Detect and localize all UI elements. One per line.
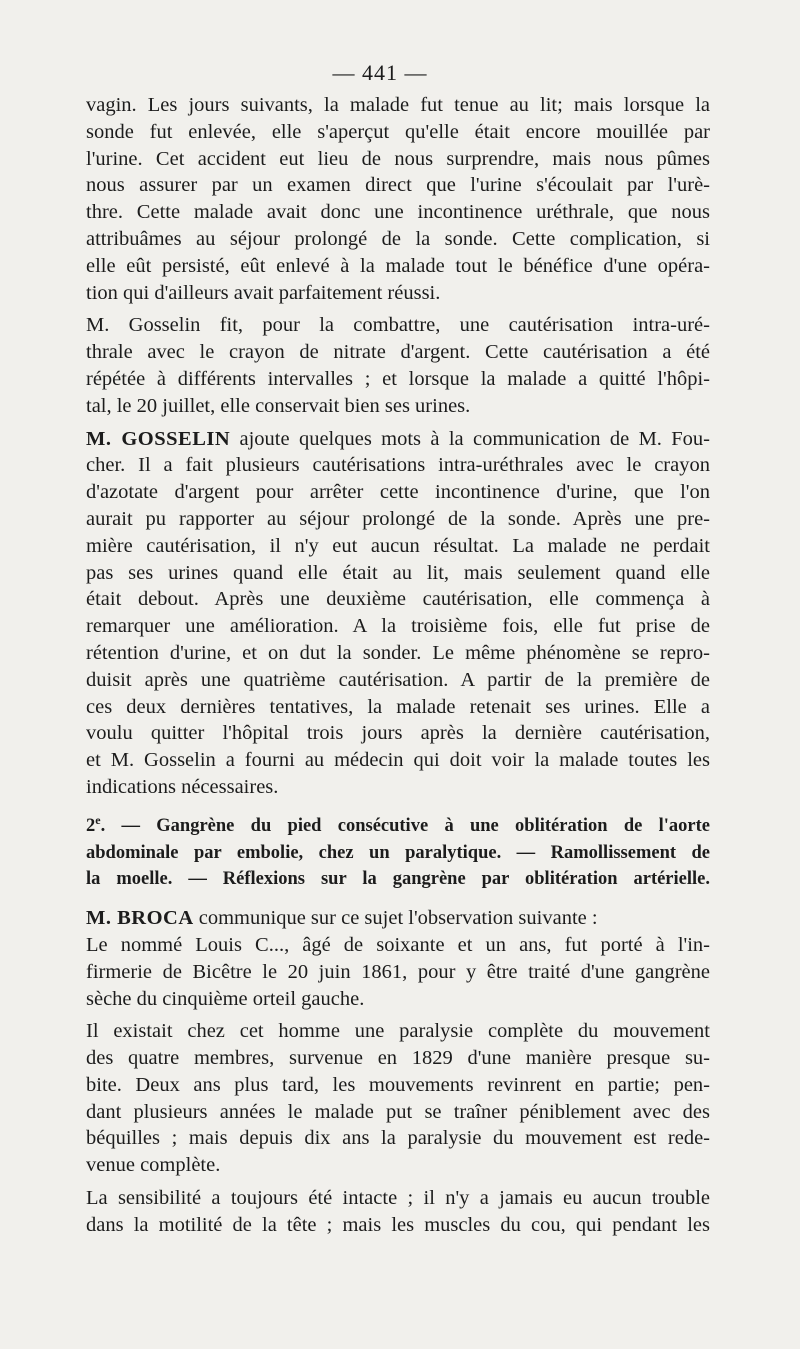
text-line: remarquer une amélioration. A la troisième fois, elle fut prise de xyxy=(86,615,710,638)
section-heading xyxy=(86,813,710,893)
text-line: La sensibilité a toujours été intacte ; il n'y a jamais eu aucun trouble xyxy=(86,1187,710,1210)
text-line: thre. Cette malade avait donc une incontinence uréthrale, que nous xyxy=(86,201,710,224)
text-line: firmerie de Bicêtre le 20 juin 1861, pour y être traité d'une gangrène xyxy=(86,960,710,983)
heading-line: abdominale par embolie, chez un paralytique. — Ramollissement de xyxy=(86,842,710,863)
paragraph-3 xyxy=(86,426,710,801)
text-line xyxy=(86,905,710,932)
text-line: dant plusieurs années le malade put se traîner péniblement avec des xyxy=(86,1100,710,1123)
speaker-name: M. BROCA xyxy=(86,907,194,930)
text-line: pas ses urines quand elle était au lit, mais seulement quand elle xyxy=(86,561,710,584)
text-line: thrale avec le crayon de nitrate d'argent. Cette cautérisation a été xyxy=(86,341,710,364)
text-line: tal, le 20 juillet, elle conservait bien ses urines. xyxy=(86,394,471,417)
body-text xyxy=(86,92,710,1239)
paragraph-1 xyxy=(86,92,710,306)
text-line: répétée à différents intervalles ; et lorsque la malade a quitté l'hôpi- xyxy=(86,367,710,390)
text-line: elle eût persisté, eût enlevé à la malade tout le bénéfice d'une opéra- xyxy=(86,254,710,277)
text-line: indications nécessaires. xyxy=(86,775,279,798)
text-line: l'urine. Cet accident eut lieu de nous surprendre, mais nous pûmes xyxy=(86,147,710,170)
text-line: nous assurer par un examen direct que l'urine s'écoulait par l'urè- xyxy=(86,174,710,197)
text-line: aurait pu rapporter au séjour prolongé de la sonde. Après une pre- xyxy=(86,507,710,530)
speaker-name: M. GOSSELIN xyxy=(86,427,231,450)
text-line: Il existait chez cet homme une paralysie complète du mouvement xyxy=(86,1020,710,1043)
text-line: sèche du cinquième orteil gauche. xyxy=(86,987,365,1010)
text-line: Le nommé Louis C..., âgé de soixante et un ans, fut porté à l'in- xyxy=(86,933,710,956)
text-line: voulu quitter l'hôpital trois jours après la dernière cautérisation, xyxy=(86,722,710,745)
paragraph-7 xyxy=(86,1185,710,1239)
text-line: cher. Il a fait plusieurs cautérisations intra-uréthrales avec le crayon xyxy=(86,454,710,477)
text-line: et M. Gosselin a fourni au médecin qui doit voir la malade toutes les xyxy=(86,749,710,772)
text-line: duisit après une quatrième cautérisation. A partir de la première de xyxy=(86,668,710,691)
text-line: mière cautérisation, il n'y eut aucun résultat. La malade ne perdait xyxy=(86,534,710,557)
text-line: des quatre membres, survenue en 1829 d'une manière presque su- xyxy=(86,1047,710,1070)
heading-text: . — Gangrène du pied consécutive à une oblitération de l'aorte xyxy=(100,815,710,836)
text-line: venue complète. xyxy=(86,1154,221,1177)
heading-line xyxy=(86,813,710,840)
line-text: ajoute quelques mots à la communication de M. Fou- xyxy=(230,427,710,450)
text-line: attribuâmes au séjour prolongé de la sonde. Cette complication, si xyxy=(86,227,710,250)
text-line: vagin. Les jours suivants, la malade fut tenue au lit; mais lorsque la xyxy=(86,94,710,116)
paragraph-5 xyxy=(86,932,710,1012)
text-line: tion qui d'ailleurs avait parfaitement réussi. xyxy=(86,281,441,304)
text-line: M. Gosselin fit, pour la combattre, une cautérisation intra-uré- xyxy=(86,314,710,337)
text-line xyxy=(86,426,710,453)
text-line: béquilles ; mais depuis dix ans la paralysie du mouvement est rede- xyxy=(86,1127,710,1150)
section-number-suffix: e xyxy=(95,812,101,827)
paragraph-6 xyxy=(86,1018,710,1179)
paragraph-2 xyxy=(86,312,710,419)
text-line: sonde fut enlevée, elle s'aperçut qu'elle était encore mouillée par xyxy=(86,120,710,143)
text-line: ces deux dernières tentatives, la malade retenait ses urines. Elle a xyxy=(86,695,710,718)
text-line: bite. Deux ans plus tard, les mouvements revinrent en partie; pen- xyxy=(86,1073,710,1096)
line-text: communique sur ce sujet l'observation suivante : xyxy=(193,907,598,930)
text-line: était debout. Après une deuxième cautérisation, elle commença à xyxy=(86,588,710,611)
text-line: rétention d'urine, et on dut la sonder. Le même phénomène se repro- xyxy=(86,641,710,664)
section-number: 2 xyxy=(86,815,96,836)
heading-line: la moelle. — Réflexions sur la gangrène par oblitération artérielle. xyxy=(86,869,710,890)
text-line: d'azotate d'argent pour arrêter cette incontinence d'urine, que l'on xyxy=(86,481,710,504)
text-line: dans la motilité de la tête ; mais les muscles du cou, qui pendant les xyxy=(86,1213,710,1236)
paragraph-4 xyxy=(86,905,710,932)
page-number: — 441 — xyxy=(332,60,428,85)
